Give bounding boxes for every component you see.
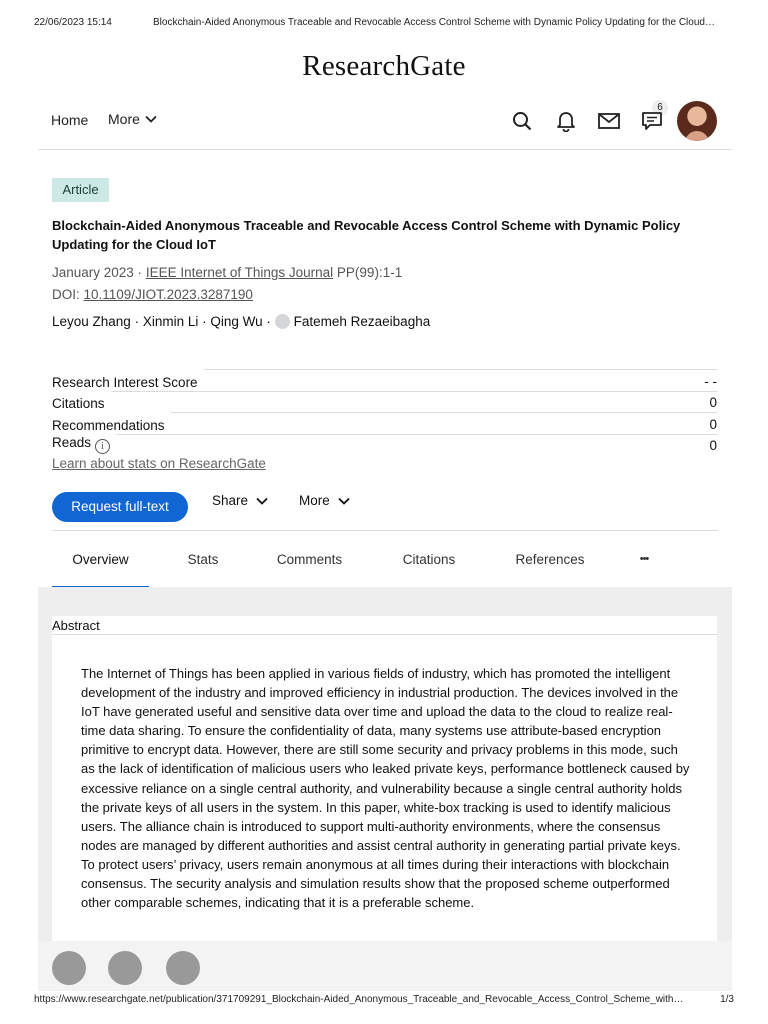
nav-more-label: More — [108, 111, 140, 127]
stat-label: Citations — [52, 396, 111, 411]
stat-label: Research Interest Score — [52, 375, 204, 390]
stat-row — [52, 411, 717, 433]
tab-label: Stats — [187, 552, 219, 567]
floating-action-button[interactable] — [52, 951, 86, 985]
request-full-text-button[interactable]: Request full-text — [52, 492, 188, 522]
stat-divider — [116, 434, 717, 435]
more-label: More — [299, 493, 330, 508]
journal-link[interactable]: IEEE Internet of Things Journal — [145, 265, 334, 280]
stat-row — [52, 368, 717, 390]
bell-icon[interactable] — [555, 110, 577, 132]
journal-pages: PP(99):1-1 — [333, 265, 403, 280]
stat-value: 0 — [709, 438, 717, 453]
researchgate-logo[interactable]: ResearchGate — [302, 50, 466, 82]
bottom-action-bar — [38, 941, 732, 991]
chat-icon[interactable] — [641, 110, 663, 132]
article-meta — [52, 262, 402, 306]
author-link[interactable]: Xinmin Li — [142, 314, 199, 329]
stat-label-reads — [52, 435, 116, 454]
stats-table — [52, 368, 717, 454]
mail-icon[interactable] — [598, 110, 620, 132]
author-separator: · — [130, 314, 143, 329]
tab-comments[interactable] — [257, 531, 362, 588]
chevron-down-icon — [256, 497, 268, 505]
print-page-number: 1/3 — [720, 994, 734, 1005]
search-icon[interactable] — [511, 110, 533, 132]
stat-row — [52, 390, 717, 412]
tab-stats[interactable] — [168, 531, 238, 588]
print-url: https://www.researchgate.net/publication/371709291_Blockchain-Aided_Anonymous_Traceable_and_Revocable_Access_Control_Scheme_with… — [34, 994, 684, 1005]
stat-value: - - — [704, 373, 717, 389]
article-title: Blockchain-Aided Anonymous Traceable and Revocable Access Control Scheme with Dynamic Policy Updating for the Cloud IoT — [52, 218, 681, 252]
stat-value: 0 — [709, 416, 717, 432]
stat-value: 0 — [709, 395, 717, 410]
author-link[interactable]: Fatemeh Rezaeibagha — [293, 314, 431, 329]
tab-references[interactable] — [496, 531, 604, 588]
floating-action-button[interactable] — [108, 951, 142, 985]
learn-stats-link[interactable]: Learn about stats on ResearchGate — [52, 456, 266, 471]
print-header — [34, 17, 734, 31]
abstract-text: The Internet of Things has been applied in various fields of industry, which has promoted the intelligent development of the industry and improved efficiency in industrial production. The devices involved in the IoT have generated useful and sensitive data over time and upload the data to the cloud to realize real-time data sharing. To ensure the confidentiality of data, many systems use attribute-based encryption primitive to encrypt data. However, there are still some security and privacy problems in this mode, such as the lack of identification of malicious users who leaked private keys, performance bottleneck caused by excessive reliance on a single central authority, and vulnerability because a single central authority holds the private keys of all users in the system. In this paper, white-box tracking is used to identify malicious users. The alliance chain is introduced to support multi-authority environments, where the consensus nodes are managed by different authorities and assist central authority in generating partial private keys. To protect users’ privacy, users remain anonymous at all times during their interactions with blockchain consensus. The security analysis and simulation results show that the proposed scheme outperformed other comparable schemes, indicating that it is a preferable scheme. — [81, 666, 690, 911]
abstract-heading: Abstract — [52, 616, 717, 635]
tab-overview[interactable]: Overview — [52, 531, 149, 588]
article-tabs — [52, 530, 718, 587]
author-link[interactable]: Leyou Zhang — [52, 314, 131, 329]
share-label: Share — [212, 493, 249, 508]
chevron-down-icon — [338, 497, 350, 505]
publication-date: January 2023 · — [52, 265, 146, 280]
message-count-badge: 6 — [652, 100, 668, 116]
author-list — [52, 314, 430, 329]
share-dropdown[interactable] — [212, 493, 268, 508]
abstract-card — [52, 616, 717, 941]
article-type-badge: Article — [52, 178, 109, 202]
user-avatar[interactable] — [677, 101, 717, 141]
tab-label: Citations — [402, 552, 456, 567]
nav-more-menu[interactable] — [108, 111, 157, 127]
tab-more-overflow[interactable]: ••• — [639, 553, 649, 565]
stat-label: Recommendations — [52, 418, 171, 433]
doi-label: DOI: — [52, 287, 84, 302]
author-separator: · — [262, 314, 275, 329]
chevron-down-icon — [145, 115, 157, 123]
doi-link[interactable]: 10.1109/JIOT.2023.3287190 — [83, 287, 253, 302]
stat-divider — [171, 412, 717, 413]
info-icon[interactable]: i — [95, 439, 110, 454]
stat-label: Reads — [52, 435, 92, 450]
top-navigation — [38, 100, 732, 150]
floating-action-button[interactable] — [166, 951, 200, 985]
author-separator: · — [198, 314, 211, 329]
print-title: Blockchain-Aided Anonymous Traceable and Revocable Access Control Scheme with Dynamic Policy Updating for the Cloud… — [153, 17, 715, 28]
stat-divider — [204, 369, 717, 370]
tab-label: Comments — [276, 552, 343, 567]
nav-home-link[interactable]: Home — [51, 112, 89, 128]
stat-divider — [111, 391, 717, 392]
tab-label: References — [515, 552, 585, 567]
print-date: 22/06/2023 15:14 — [34, 17, 112, 28]
stat-row — [52, 433, 717, 455]
tab-citations[interactable] — [381, 531, 477, 588]
author-link[interactable]: Qing Wu — [210, 314, 263, 329]
more-actions-dropdown[interactable] — [299, 493, 350, 508]
author-avatar — [275, 314, 290, 329]
